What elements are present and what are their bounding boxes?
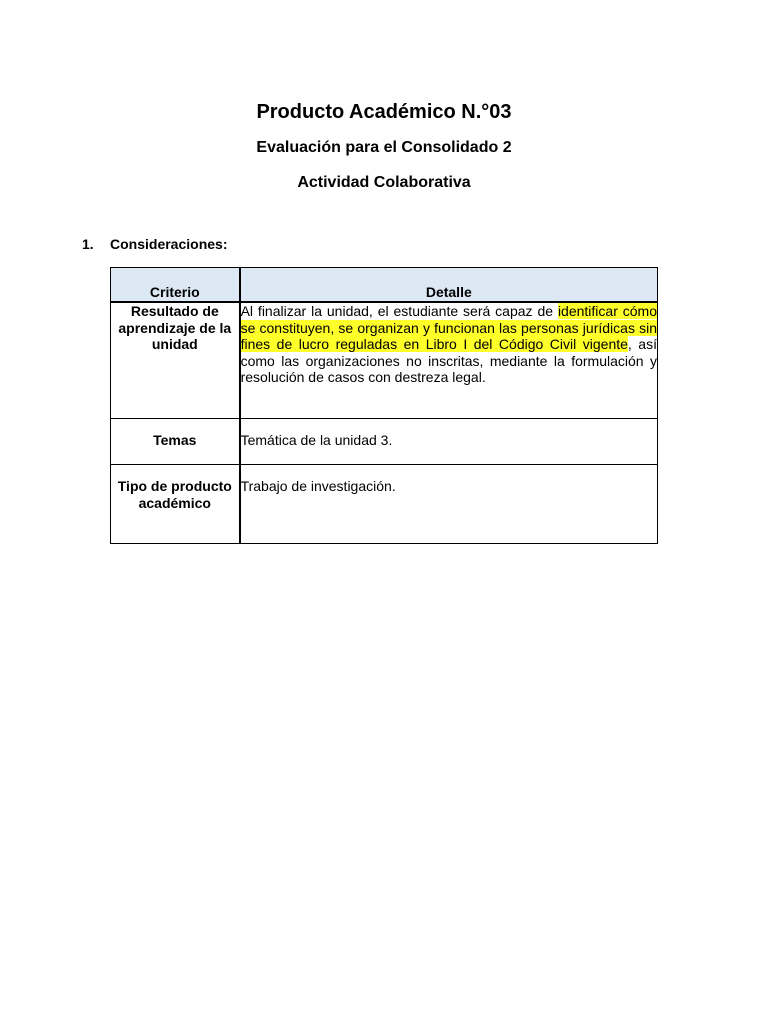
- table-row: [111, 302, 658, 419]
- document-subtitle-activity: Actividad Colaborativa: [297, 174, 471, 191]
- section-heading: [82, 234, 227, 254]
- detail-text-end: , así como las organizaciones no inscritas, mediante la formulación y resolución de casos con destreza legal.: [240, 336, 657, 386]
- highlighted-text: identificar cómo se constituyen, se organizan y funcionan las personas jurídicas sin fines de lucro reguladas en Libro I del Código Civil vigente: [240, 303, 657, 353]
- document-subtitle: Evaluación para el Consolidado 2: [256, 139, 512, 156]
- detail-text-start: Al finalizar la unidad, el estudiante será capaz de: [240, 303, 558, 319]
- criteria-table: [110, 267, 658, 544]
- table-row: [111, 419, 658, 465]
- table-row: [111, 465, 658, 544]
- row-label-temas: Temas: [111, 419, 240, 465]
- row-label-tipo: Tipo de producto académico: [111, 465, 240, 544]
- row-detail-temas: Temática de la unidad 3.: [240, 419, 658, 465]
- section-number: 1.: [82, 236, 94, 252]
- document-title: Producto Académico N.°03: [256, 101, 512, 123]
- row-detail-resultado: [240, 302, 658, 419]
- row-label-resultado: Resultado de aprendizaje de la unidad: [111, 302, 240, 419]
- row-detail-tipo: Trabajo de investigación.: [240, 465, 658, 544]
- table-header-row: [111, 268, 658, 303]
- header-detalle: Detalle: [240, 268, 658, 303]
- header-criterio: Criterio: [111, 268, 240, 303]
- section-label: Consideraciones:: [110, 236, 228, 252]
